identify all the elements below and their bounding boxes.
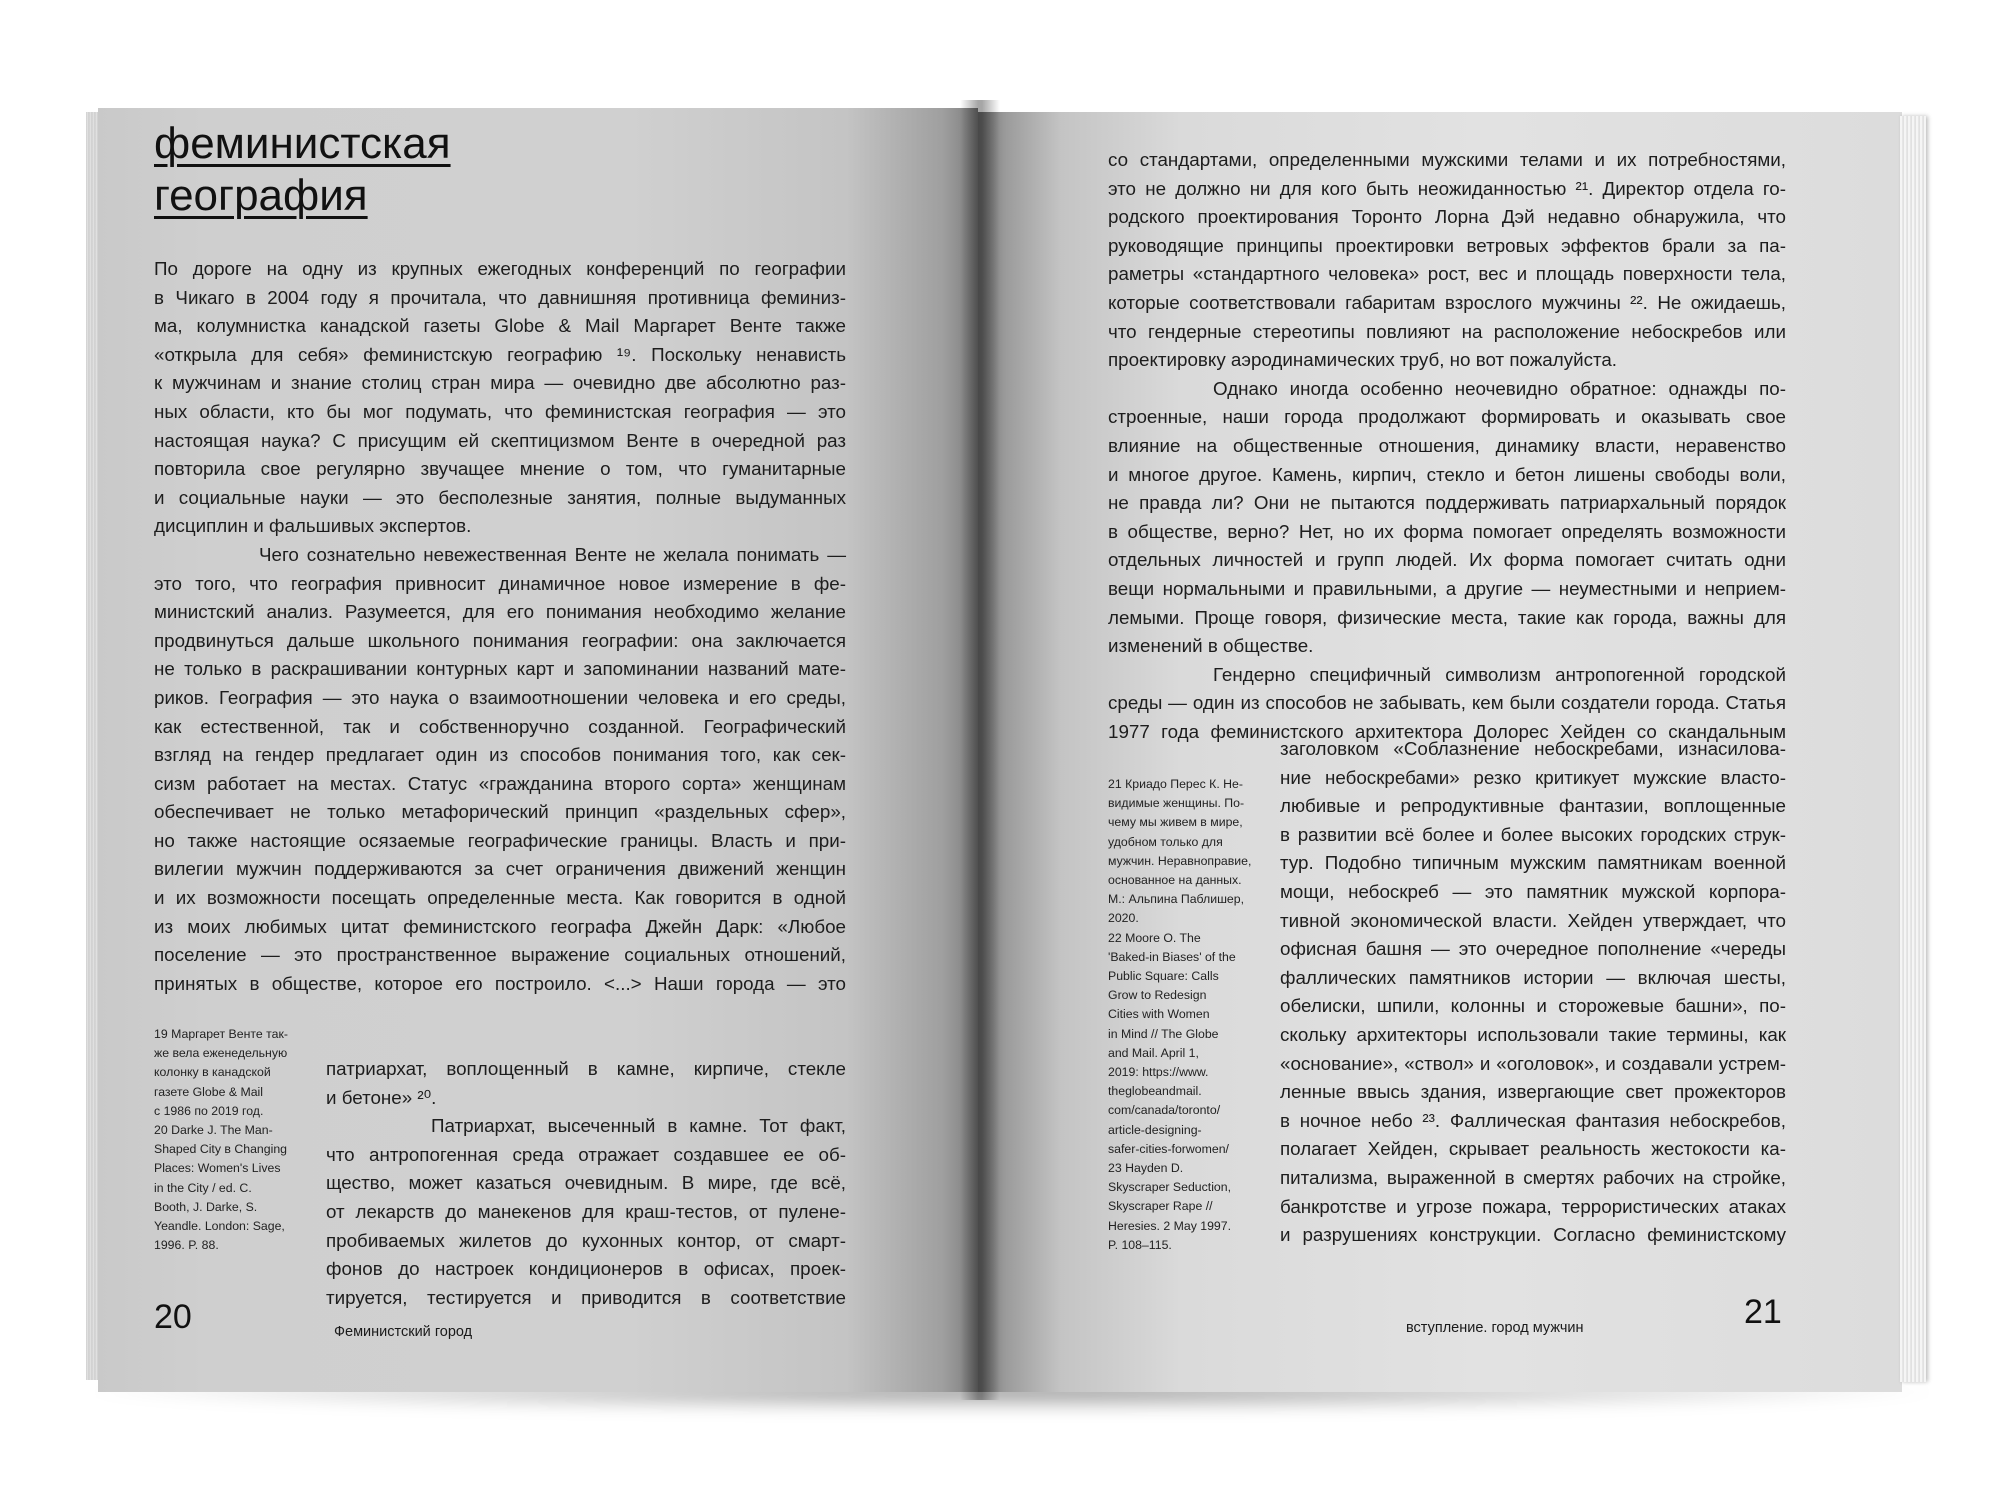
text-line: тивной экономической власти. Хейден утверждает, что: [1280, 909, 1786, 931]
text-line: в обществе, верно? Нет, но их форма помогает определять возможности: [1108, 520, 1786, 542]
text-line: дисциплин и фальшивых экспертов.: [154, 515, 472, 537]
footnote-line: 23 Hayden D.: [1108, 1161, 1184, 1176]
text-line: изменений в обществе.: [1108, 635, 1314, 657]
footnote-line: видимые женщины. По-: [1108, 796, 1245, 811]
footnote-line: 'Baked-in Biases' of the: [1108, 949, 1236, 964]
text-line: скольку архитекторы использовали такие термины, как: [1280, 1023, 1786, 1045]
text-line: Гендерно специфичный символизм антропогенной городской: [1213, 663, 1786, 685]
footnote-line: с 1986 по 2019 год.: [154, 1103, 264, 1118]
text-line: риков. География — это наука о взаимоотношении человека и его среды,: [154, 686, 846, 708]
text-line: поселение — это пространственное выражение социальных отношений,: [154, 944, 846, 966]
chapter-title: [154, 118, 451, 222]
text-line: тируется, тестируется и приводится в соответствие: [326, 1286, 846, 1308]
footnote-line: Booth, J. Darke, S.: [154, 1199, 258, 1214]
text-line: настоящая наука? С присущим ей скептицизмом Венте в очередной раз: [154, 429, 846, 451]
text-line: проектировку аэродинамических труб, но вот пожалуйста.: [1108, 349, 1618, 371]
footnote-line: in the City / ed. C.: [154, 1180, 252, 1195]
text-line: ма, колумнистка канадской газеты Globe & Mail Маргарет Венте также: [154, 315, 846, 337]
text-line: сизм работает на местах. Статус «гражданина второго сорта» женщинам: [154, 772, 846, 794]
footnote-line: 21 Криадо Перес К. Не-: [1108, 777, 1243, 791]
right-body-text: [1108, 146, 1786, 746]
text-line: повторила свое регулярно звучащее мнение о том, что гуманитарные: [154, 458, 846, 480]
footnote-line: safer-cities-forwomen/: [1108, 1141, 1229, 1156]
text-line: от лекарств до манекенов для краш-тестов, от пуленe-: [326, 1200, 846, 1222]
text-line: и разрушениях конструкции. Согласно феминистскому: [1280, 1224, 1786, 1246]
footnote-line: колонку в канадской: [154, 1065, 271, 1080]
text-line: ние небоскребами» резко критикует мужские власто-: [1280, 766, 1786, 788]
text-line: банкротстве и угрозе пожара, террористических атаках: [1280, 1195, 1786, 1217]
text-line: Однако иногда особенно неочевидно обратное: однажды по-: [1213, 377, 1786, 399]
text-line: это того, что география привносит динамичное новое измерение в фе-: [154, 572, 846, 594]
text-line: Чего сознательно невежественная Венте не желала понимать —: [259, 543, 846, 565]
running-title-right: вступление. город мужчин: [1406, 1320, 1584, 1336]
footnote-line: Grow to Redesign: [1108, 988, 1207, 1003]
footnote-line: P. 108–115.: [1108, 1237, 1172, 1252]
footnote-line: theglobeandmail.: [1108, 1084, 1202, 1099]
text-line: заголовком «Соблазнение небоскребами, изнасилова-: [1280, 738, 1786, 759]
text-line: раметры «стандартного человека» рост, вес и площадь поверхности тела,: [1108, 263, 1786, 285]
text-line: родского проектирования Торонто Лорна Дэй недавно обнаружила, что: [1108, 206, 1786, 228]
text-line: в развитии всё более и более высоких городских струк-: [1280, 823, 1786, 845]
text-line: офисная башня — это очередное пополнение «череды: [1280, 938, 1786, 960]
text-line: со стандартами, определенными мужскими телами и их потребностями,: [1108, 149, 1786, 170]
footnote-line: газете Globe & Mail: [154, 1084, 263, 1099]
text-line: среды — один из способов не забывать, кем были создатели города. Статья: [1108, 692, 1786, 714]
footnote-line: 1996. P. 88.: [154, 1238, 219, 1253]
text-line: тур. Подобно типичным мужским памятникам военной: [1280, 852, 1786, 874]
chapter-title-line: география: [154, 171, 368, 220]
text-line: и социальные науки — это бесполезные занятия, полные выдуманных: [154, 486, 846, 508]
text-line: «основание», «ствол» и «оголовок», и создавали устрем-: [1280, 1052, 1786, 1074]
right-footnotes: [1108, 775, 1268, 1255]
chapter-title-line: феминистская: [154, 119, 451, 168]
text-line: отдельных личностей и групп людей. Их форма помогает считать одни: [1108, 549, 1786, 571]
text-line: Патриархат, высеченный в камне. Тот факт,: [431, 1115, 846, 1137]
text-line: 1977 года феминистского архитектора Долорес Хейден со скандальным: [1108, 720, 1786, 742]
footnote-line: Shaped City в Changing: [154, 1142, 288, 1157]
footnote-line: 19 Маргарет Венте так-: [154, 1027, 288, 1041]
text-line: лемыми. Проще говоря, физические места, такие как города, важны для: [1108, 606, 1786, 628]
footnote-line: Yeandle. London: Sage,: [154, 1219, 285, 1234]
text-line: не только в раскрашивании контурных карт и запоминании названий мате-: [154, 658, 846, 680]
footnote-line: Cities with Women: [1108, 1007, 1210, 1022]
footnote-line: in Mind // The Globe: [1108, 1026, 1219, 1041]
text-line: ленные ввысь здания, извергающие свет прожекторов: [1280, 1081, 1786, 1103]
footnote-line: 20 Darke J. The Man-: [154, 1123, 273, 1138]
text-line: и многое другое. Камень, кирпич, стекло и бетон лишены свободы воли,: [1108, 463, 1786, 485]
text-line: в Чикаго в 2004 году я прочитала, что давнишняя противница феминиз-: [154, 286, 846, 308]
footnote-line: Skyscraper Rape //: [1108, 1199, 1213, 1214]
page-number-left: 20: [154, 1298, 192, 1336]
text-line: вилегии мужчин поддерживаются за счет ограничения движений женщин: [154, 858, 846, 880]
left-body-text-continued: [326, 1055, 846, 1312]
left-body-text: [154, 255, 846, 998]
text-line: щество, может казаться очевидным. В мире, где всё,: [326, 1172, 846, 1194]
text-line: патриархат, воплощенный в камне, кирпиче, стекле: [326, 1058, 846, 1079]
text-line: что гендерные стереотипы повлияют на расположение небоскребов или: [1108, 320, 1786, 342]
text-line: к мужчинам и знание столиц стран мира — очевидно две абсолютно раз-: [154, 372, 846, 394]
text-line: из моих любимых цитат феминистского географа Джейн Дарк: «Любое: [154, 915, 846, 937]
text-line: и бетоне» ²⁰.: [326, 1086, 437, 1108]
text-line: строенные, наши города продолжают формировать и оказывать свое: [1108, 406, 1786, 428]
footnote-line: Public Square: Calls: [1108, 969, 1219, 984]
text-line: и их возможности посещать определенные места. Как говорится в одной: [154, 887, 846, 909]
footnote-line: 2020.: [1108, 911, 1139, 926]
page-number-right: 21: [1744, 1293, 1782, 1331]
footnote-line: Heresies. 2 May 1997.: [1108, 1218, 1232, 1233]
text-line: министский анализ. Разумеется, для его понимания необходимо желание: [154, 601, 846, 623]
text-line: взгляд на гендер предлагает один из способов понимания того, как сек-: [154, 744, 846, 766]
text-line: мощи, небоскреб — это памятник мужской корпора-: [1280, 880, 1786, 902]
footnote-line: основанное на данных.: [1108, 873, 1242, 888]
text-line: принятых в обществе, которое его построило. <...> Наши города — это: [154, 972, 846, 994]
text-line: влияние на общественные отношения, динамику власти, неравенство: [1108, 434, 1786, 456]
footnote-line: удобном только для: [1108, 834, 1223, 849]
text-line: которые соответствовали габаритам взрослого мужчины ²². Не ожидаешь,: [1108, 291, 1786, 313]
text-line: пробиваемых жилетов до кухонных контор, от смарт-: [326, 1229, 846, 1251]
footnote-line: and Mail. April 1,: [1108, 1045, 1199, 1060]
text-line: как естественной, так и собственноручно созданной. Географический: [154, 715, 846, 737]
text-line: любивые и репродуктивные фантазии, воплощенные: [1280, 795, 1786, 817]
footnote-line: article-designing-: [1108, 1122, 1202, 1137]
text-line: «открыла для себя» феминистскую географию ¹⁹. Поскольку ненависть: [154, 343, 846, 365]
text-line: питализма, выраженной в смертях рабочих на стройке,: [1280, 1166, 1786, 1188]
text-line: полагает Хейден, скрывает реальность жестокости ка-: [1280, 1138, 1786, 1160]
footnote-line: же вела еженедельную: [154, 1046, 288, 1061]
footnote-line: com/canada/toronto/: [1108, 1103, 1221, 1118]
left-footnotes: [154, 1025, 314, 1255]
footnote-line: мужчин. Неравноправие,: [1108, 853, 1252, 868]
text-line: обеспечивает не только метафорический принцип «раздельных сфер»,: [154, 801, 846, 823]
text-line: ных области, кто бы мог подумать, что феминистская география — это: [154, 400, 846, 422]
text-line: фаллических памятников истории — включая шесты,: [1280, 966, 1786, 988]
text-line: что антропогенная среда отражает создавшее ее об-: [326, 1143, 846, 1165]
footnote-line: чему мы живем в мире,: [1108, 815, 1243, 830]
text-line: в ночное небо ²³. Фаллическая фантазия небоскребов,: [1280, 1109, 1786, 1131]
text-line: фонов до настроек кондиционеров в офисах, проек-: [326, 1258, 846, 1280]
footnote-line: Places: Women's Lives: [154, 1161, 281, 1176]
text-line: руководящие принципы проектировки ветровых эффектов брали за па-: [1108, 234, 1786, 256]
text-line: не правда ли? Они не пытаются поддерживать патриархальный порядок: [1108, 492, 1786, 514]
book-gutter: [960, 100, 1000, 1400]
running-title-left: Феминистский город: [334, 1324, 473, 1340]
right-body-text-continued: [1280, 735, 1786, 1250]
footnote-line: 2019: https://www.: [1108, 1065, 1209, 1080]
right-page-edges: [1900, 116, 1926, 1382]
footnote-line: Skyscraper Seduction,: [1108, 1180, 1232, 1195]
footnote-line: 22 Moore O. The: [1108, 930, 1201, 945]
text-line: обелиски, шпили, колонны и сторожевые башни», по-: [1280, 995, 1786, 1017]
footnote-line: М.: Альпина Паблишер,: [1108, 892, 1245, 907]
text-line: это не должно ни для кого быть неожиданностью ²¹. Директор отдела го-: [1108, 177, 1786, 199]
text-line: продвинуться дальше школьного понимания географии: она заключается: [154, 629, 846, 651]
text-line: но также настоящие осязаемые географические границы. Власть и при-: [154, 829, 846, 851]
text-line: По дороге на одну из крупных ежегодных конференций по географии: [154, 258, 846, 279]
text-line: вещи нормальными и правильными, а другие — неуместными и неприем-: [1108, 577, 1786, 599]
